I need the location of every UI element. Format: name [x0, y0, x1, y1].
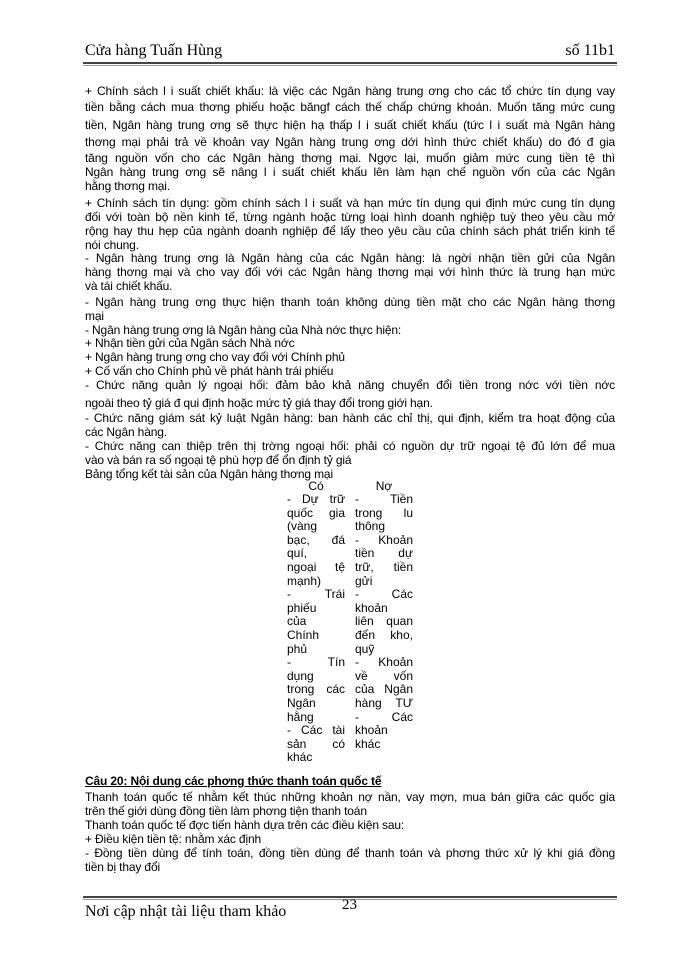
table-cell-no: thông — [355, 519, 386, 534]
text-line: - Chức năng can thiệp trên thị trờng ngoại hối: phải có nguồn dự trữ ngoại tệ đủ lớn để mua — [85, 439, 615, 453]
text-line: vào và bán ra số ngoại tệ phù hợp để ổn định tỷ giá — [85, 453, 352, 467]
table-cell-co: phủ — [287, 641, 308, 656]
table-cell-co: hằng — [287, 709, 314, 724]
text-line: + Nhận tiền gửi của Ngân sách Nhà nớc — [85, 336, 295, 350]
text-line: trên thế giới dùng đồng tiền làm phơng tiện thanh toán — [85, 804, 367, 818]
table-cell-no: khoản — [355, 723, 388, 738]
text-line: và tái chiết khấu. — [85, 279, 173, 293]
table-cell-co: quốc gia — [287, 505, 345, 520]
header-rule — [83, 62, 617, 66]
text-line: - Chức năng quản lý ngoại hối: đảm bảo khả năng chuyển đổi tiền trong nớc với tiền nớc — [85, 378, 615, 392]
table-cell-co: trong các — [287, 682, 345, 697]
table-cell-co: Ngân — [287, 696, 316, 710]
text-line: + Cố vấn cho Chính phủ về phát hành trái phiếu — [85, 364, 334, 378]
text-line: + Điều kiện tiền tệ: nhằm xác định — [85, 832, 262, 846]
table-cell-no: - Tiền — [355, 492, 413, 506]
text-line: mại — [85, 309, 104, 323]
text-line: hàng thơng mại và cho vay đối với các Ngân hàng thơng mại với hình thức là trung hạn mức — [85, 265, 615, 279]
table-header-co: Có — [308, 479, 324, 493]
text-line: ngoài theo tỷ giá đ qui định hoặc mức tỷ giá thay đổi trong giới hạn. — [85, 396, 433, 410]
table-cell-no: quỹ — [355, 641, 375, 656]
table-cell-co: khác — [287, 750, 313, 765]
footer-text: Nơi cập nhật tài liệu tham khảo — [85, 903, 287, 920]
header-number: số 11b1 — [565, 42, 615, 59]
header-title: Cửa hàng Tuấn Hùng — [85, 42, 223, 59]
text-line: rộng hay thu hẹp của ngành doanh nghiệp để lấy theo yêu cầu của chính sách phát triển kinh tế — [85, 224, 615, 238]
table-cell-no: khác — [355, 736, 381, 751]
table-cell-no: về vốn — [355, 668, 413, 683]
text-line: + Ngân hàng trung ơng cho vay đối với Chính phủ — [85, 350, 345, 364]
table-cell-no: tiền dự — [355, 546, 413, 561]
table-cell-co: - Trái — [287, 587, 345, 602]
text-line: + Chính sách tín dụng: gồm chính sách l i suất và hạn mức tín dụng qui định mức cung tín dụng — [85, 196, 615, 210]
text-line: + Chính sách l i suất chiết khấu: là việc các Ngân hàng trung ơng cho các tổ chức tín dụng vay — [85, 84, 615, 98]
table-cell-co: - Tín — [287, 655, 345, 670]
text-line: các Ngân hàng. — [85, 425, 167, 439]
page-number: 23 — [342, 897, 357, 913]
table-cell-co: mạnh) — [287, 573, 322, 588]
table-cell-co: sản có — [287, 736, 345, 751]
table-cell-no: khoản — [355, 600, 388, 615]
text-line: Thanh toán quốc tế nhằm kết thúc những khoản nợ nần, vay mợn, mua bán giữa các quốc gia — [85, 790, 615, 804]
table-cell-no: - Các — [355, 709, 413, 724]
text-line: - Đồng tiền dùng để tính toán, đồng tiền dùng để thanh toán và phơng thức xử lý khi giá đồng — [85, 846, 615, 860]
text-line: - Ngân hàng trung ơng thực hiện thanh toán không dùng tiền mặt cho các Ngân hàng thơng — [85, 295, 615, 309]
text-line: - Ngân hàng trung ơng là Ngân hàng của các Ngân hàng: là ngời nhận tiền gửi của Ngân — [85, 251, 615, 265]
table-cell-co: (vàng — [287, 519, 318, 534]
table-cell-no: của Ngân — [355, 682, 413, 697]
text-line: thơng mại phải trả về khoản vay Ngân hàng trung ơng dới hình thức chiết khấu) do đó đ gia — [85, 135, 615, 149]
text-line: Thanh toán quốc tế đợc tiến hành dựa trên các điều kiện sau: — [85, 818, 405, 832]
text-line: tăng nguồn vốn cho các Ngân hàng thơng mại. Ngợc lại, muốn giảm mức cung tiền tệ thì — [85, 151, 615, 165]
table-cell-no: - Khoản — [355, 532, 413, 547]
text-line: đối với toàn bộ nền kinh tế, từng ngành hoặc từng loại hình doanh nghiệp tuỳ theo yêu cầu mở — [85, 210, 615, 224]
table-header-no: Nợ — [375, 479, 393, 493]
table-cell-no: đến kho, — [355, 628, 413, 642]
text-line: tiền bị thay đổi — [85, 860, 160, 874]
text-line: - Chức năng giám sát kỷ luật Ngân hàng: ban hành các chỉ thị, qui định, kiểm tra hoạt động của — [85, 411, 615, 425]
text-line: nói chung. — [85, 238, 139, 252]
text-line: Ngân hàng trung ơng sẽ nâng l i suất chiết khấu lên làm hạn chế nguồn vốn của các Ngân — [85, 165, 615, 179]
table-cell-no: trữ, tiền — [355, 560, 413, 574]
table-cell-co: Chính — [287, 628, 320, 642]
table-cell-co: bạc, đá — [287, 532, 345, 547]
table-cell-no: trong lu — [355, 505, 413, 520]
table-cell-co: - Dự trữ — [287, 492, 345, 506]
text-line: tiền, Ngân hàng trung ơng sẽ thực hiện hạ thấp l i suất chiết khấu (tức l i suất mà Ngân hàng — [85, 118, 615, 132]
table-cell-co: - Các tài — [287, 723, 345, 738]
table-cell-no: hàng TƯ — [355, 696, 413, 710]
table-cell-no: - Các — [355, 587, 413, 602]
table-cell-co: của — [287, 614, 307, 629]
table-cell-co: dụng — [287, 668, 314, 683]
table-cell-co: quí, — [287, 546, 308, 561]
table-cell-no: liên quan — [355, 614, 413, 629]
table-cell-no: - Khoản — [355, 655, 413, 670]
section-title: Câu 20: Nội dung các phơng thức thanh toán quốc tế — [85, 774, 382, 788]
text-line: - Ngân hàng trung ơng là Ngân hàng của Nhà nớc thực hiện: — [85, 323, 402, 337]
table-cell-no: gửi — [355, 573, 373, 588]
text-line: tiền bằng cách mua thơng phiếu hoặc băngf cách thế chấp chứng khoán. Muốn tăng mức cung — [85, 100, 615, 114]
text-line: hằng thơng mại. — [85, 179, 171, 193]
text-line: Bảng tổng kết tài sản của Ngân hàng thơng mại — [85, 467, 333, 481]
table-cell-co: phiếu — [287, 600, 317, 615]
table-cell-co: ngoại tệ — [287, 560, 345, 574]
